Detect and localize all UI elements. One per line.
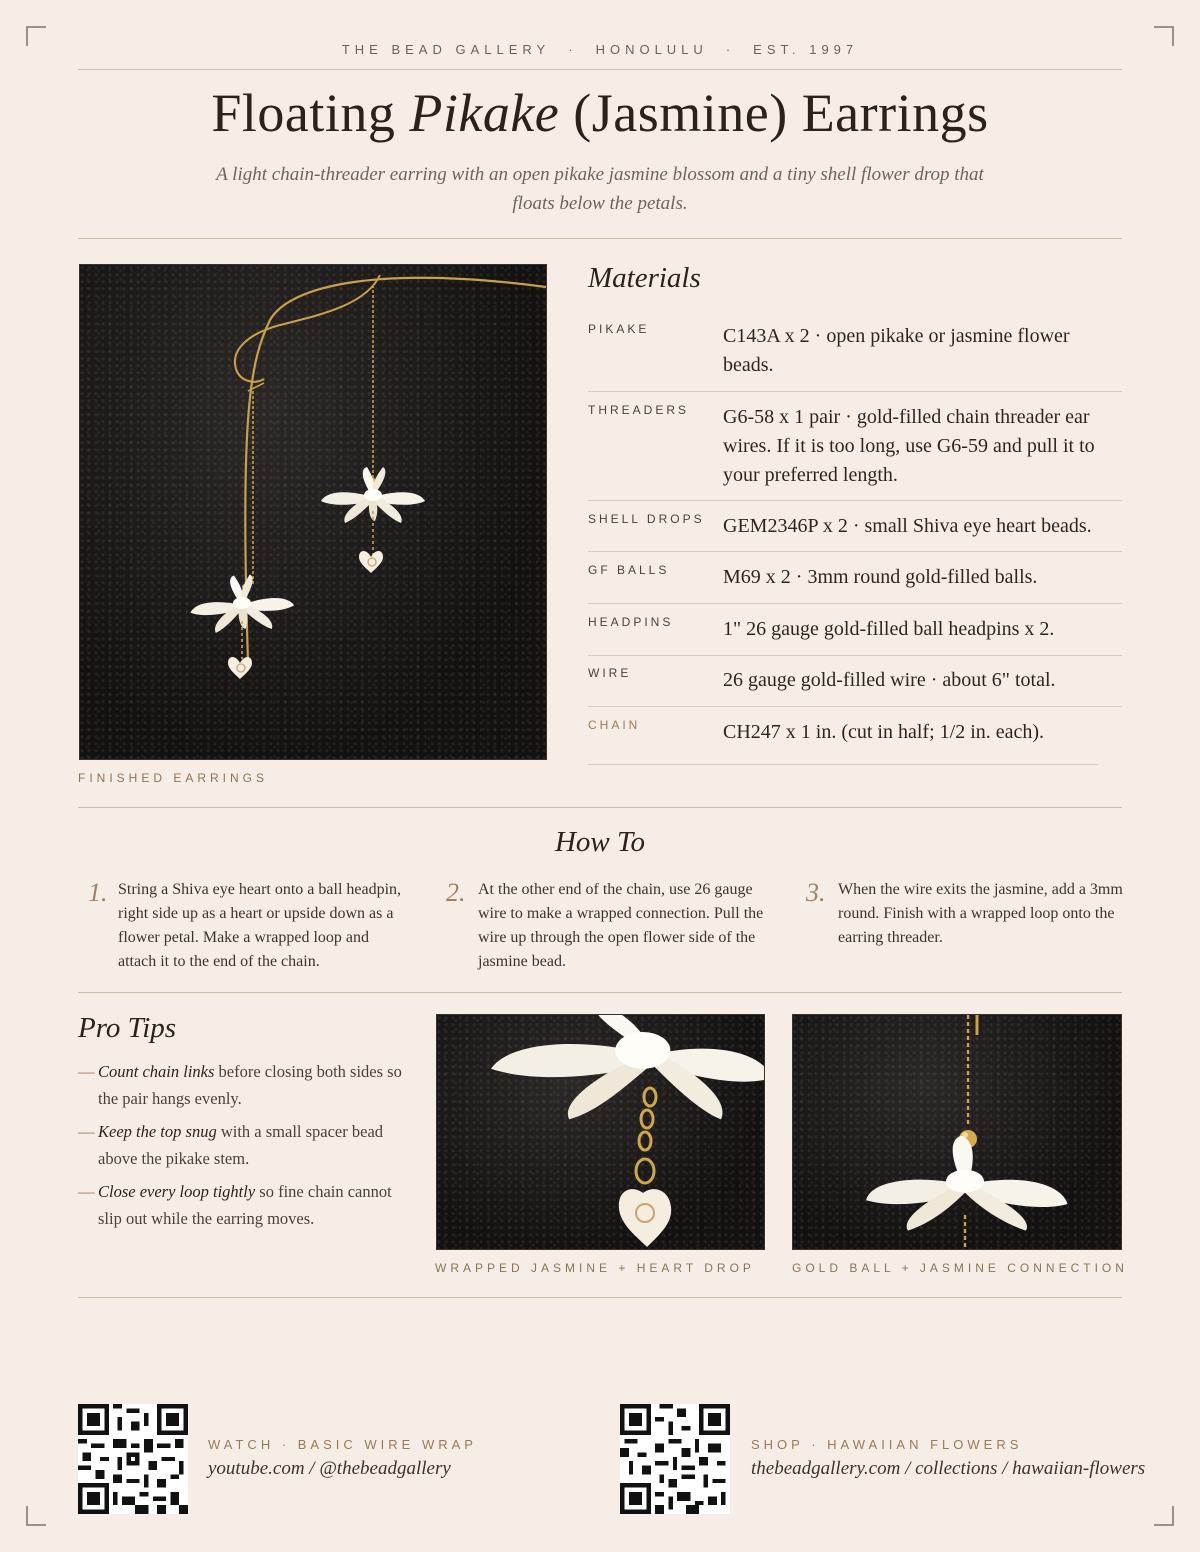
- material-value: M69 x 2 · 3mm round gold-filled balls.: [723, 566, 1038, 588]
- title-emphasis: Pikake: [409, 83, 560, 143]
- material-row-shell-drops: [588, 512, 1122, 544]
- materials-divider: [588, 764, 1098, 765]
- gold-ball-jasmine-illustration: [793, 1015, 1121, 1249]
- material-value: 1" 26 gauge gold-filled ball headpins x 2.: [723, 618, 1055, 640]
- tip-text: with a small spacer bead above the pikake stem.: [98, 1122, 384, 1168]
- materials-divider: [588, 551, 1122, 552]
- qr-code-shop[interactable]: [620, 1404, 730, 1514]
- section-rule: [78, 992, 1122, 993]
- material-label: CHAIN: [588, 718, 641, 732]
- jasmine-heart-illustration: [437, 1015, 764, 1249]
- earrings-illustration: [80, 265, 546, 759]
- material-label: SHELL DROPS: [588, 512, 705, 526]
- section-rule: [78, 1297, 1122, 1298]
- step-text: String a Shiva eye heart onto a ball headpin, right side up as a heart or upside down as a flower petal. Make a wrapped loop and attach it to the end of the chain.: [118, 881, 402, 970]
- tips-heading: Pro Tips: [78, 1012, 177, 1044]
- material-value: G6-58 x 1 pair · gold-filled chain threader ear wires. If it is too long, use G6-59 and pull it to your preferred length.: [723, 406, 1095, 486]
- title-after: (Jasmine) Earrings: [559, 83, 989, 143]
- step-number: 1.: [88, 878, 108, 907]
- shop-label: SHOP · HAWAIIAN FLOWERS: [751, 1437, 1023, 1452]
- tip-text: before closing both sides so the pair hangs evenly.: [98, 1062, 402, 1108]
- material-row-gf-balls: [588, 563, 1122, 595]
- page-subtitle: A light chain-threader earring with an open pikake jasmine blossom and a tiny shell flower drop that floats below the petals.: [216, 164, 984, 214]
- materials-divider: [588, 603, 1122, 604]
- howto-heading: How To: [554, 826, 645, 858]
- detail-photo-wrapped-jasmine: [436, 1014, 765, 1250]
- hero-caption: FINISHED EARRINGS: [78, 771, 269, 785]
- location: HONOLULU: [595, 42, 708, 57]
- title-rule: [78, 238, 1122, 239]
- tip-dash: —: [78, 1122, 95, 1141]
- shop-link[interactable]: thebeadgallery.com / collections / hawaiian-flowers: [751, 1458, 1146, 1479]
- materials-heading: Materials: [588, 262, 701, 294]
- material-label: PIKAKE: [588, 322, 650, 336]
- tip-item: [78, 1058, 418, 1112]
- material-value: C143A x 2 · open pikake or jasmine flower beads.: [723, 325, 1070, 376]
- watch-link[interactable]: youtube.com / @thebeadgallery: [208, 1458, 451, 1479]
- material-label: HEADPINS: [588, 615, 674, 629]
- tip-dash: —: [78, 1062, 95, 1081]
- header-kicker: [0, 42, 1200, 57]
- brand-name: THE BEAD GALLERY: [341, 42, 551, 57]
- materials-divider: [588, 706, 1122, 707]
- hero-photo-finished-earrings: [79, 264, 547, 760]
- established: EST. 1997: [753, 42, 859, 57]
- tip-item: [78, 1178, 418, 1232]
- material-label: GF BALLS: [588, 563, 670, 577]
- material-label: WIRE: [588, 666, 632, 680]
- material-value: 26 gauge gold-filled wire · about 6" total.: [723, 669, 1056, 691]
- qr-code-watch[interactable]: [78, 1404, 188, 1514]
- materials-divider: [588, 500, 1122, 501]
- material-row-wire: [588, 666, 1122, 698]
- step-text: At the other end of the chain, use 26 gauge wire to make a wrapped connection. Pull the wire up through the open flower side of the jasmine bead.: [478, 881, 764, 970]
- tips-list: [78, 1058, 418, 1238]
- corner-mark-bottom-right: [1154, 1506, 1174, 1526]
- tip-emphasis: Count chain links: [98, 1062, 215, 1081]
- tip-emphasis: Keep the top snug: [98, 1122, 217, 1141]
- header-rule: [78, 69, 1122, 70]
- kicker-separator: ·: [568, 42, 578, 57]
- material-row-pikake: [588, 322, 1122, 382]
- tip-dash: —: [78, 1182, 95, 1201]
- materials-divider: [588, 655, 1122, 656]
- detail-photo-gold-ball: [792, 1014, 1122, 1250]
- page-title: [0, 82, 1200, 144]
- step-text: When the wire exits the jasmine, add a 3mm round. Finish with a wrapped loop onto the earring threader.: [838, 881, 1123, 946]
- material-label: THREADERS: [588, 403, 690, 417]
- material-row-headpins: [588, 615, 1122, 647]
- detail-caption-2: GOLD BALL + JASMINE CONNECTION: [792, 1261, 1128, 1275]
- material-value: GEM2346P x 2 · small Shiva eye heart beads.: [723, 515, 1092, 537]
- section-rule: [78, 807, 1122, 808]
- step-number: 3.: [806, 878, 826, 907]
- material-row-threaders: [588, 403, 1122, 493]
- material-value: CH247 x 1 in. (cut in half; 1/2 in. each).: [723, 721, 1045, 743]
- material-row-chain: [588, 718, 1122, 750]
- kicker-separator: ·: [725, 42, 736, 57]
- detail-caption-1: WRAPPED JASMINE + HEART DROP: [435, 1261, 755, 1275]
- step-number: 2.: [446, 878, 466, 907]
- tip-text: so fine chain cannot slip out while the earring moves.: [98, 1182, 392, 1228]
- corner-mark-bottom-left: [26, 1506, 46, 1526]
- watch-label: WATCH · BASIC WIRE WRAP: [208, 1437, 477, 1452]
- tip-item: [78, 1118, 418, 1172]
- materials-divider: [588, 391, 1122, 392]
- tip-emphasis: Close every loop tightly: [98, 1182, 256, 1201]
- title-before: Floating: [211, 83, 410, 143]
